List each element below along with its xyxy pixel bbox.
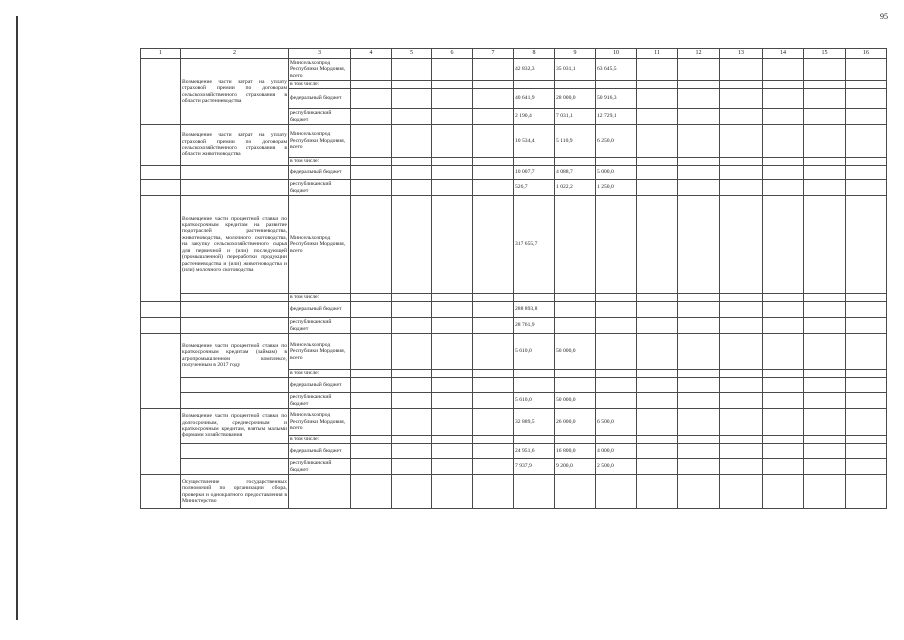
header-cell: 3 bbox=[289, 49, 351, 59]
budget-table bbox=[140, 48, 887, 509]
value-cell: 5 000,0 bbox=[596, 166, 637, 180]
value-cell: 50 000,0 bbox=[555, 334, 596, 370]
value-cell: 7 937,9 bbox=[514, 459, 555, 475]
org-label: Минсельхозпрод Республики Мордовия, всего bbox=[289, 125, 351, 158]
header-cell: 8 bbox=[514, 49, 555, 59]
empty-cell bbox=[181, 444, 289, 459]
org-label: республиканский бюджет bbox=[289, 109, 351, 125]
table-row bbox=[141, 393, 887, 409]
org-label: республиканский бюджет bbox=[289, 318, 351, 334]
empty-cell bbox=[141, 302, 181, 318]
value-cell: 5 610,0 bbox=[514, 334, 555, 370]
header-cell: 7 bbox=[473, 49, 514, 59]
empty-cell bbox=[141, 196, 181, 302]
value-cell bbox=[596, 334, 637, 370]
empty-cell bbox=[141, 318, 181, 334]
table-row bbox=[141, 59, 887, 81]
value-cell bbox=[596, 318, 637, 334]
empty-cell bbox=[181, 378, 289, 393]
org-label: Минсельхозпрод Республики Мордовия, всего bbox=[289, 334, 351, 370]
table-row bbox=[141, 125, 887, 158]
table-row bbox=[141, 294, 887, 302]
measure-description: Возмещение части процентной ставки по краткосрочным кредитам (займам) в агропромышленном комплексе, полученным в 2017 году bbox=[181, 334, 289, 378]
header-cell: 1 bbox=[141, 49, 181, 59]
empty-cell bbox=[141, 125, 181, 166]
table-row bbox=[141, 378, 887, 393]
value-cell: 288 893,8 bbox=[514, 302, 555, 318]
measure-description: Возмещение части затрат на уплату страховой премии по договорам сельскохозяйственного страхования в области растениеводства bbox=[181, 59, 289, 125]
value-cell bbox=[596, 378, 637, 393]
binding-edge bbox=[16, 16, 18, 620]
value-cell: 5 610,0 bbox=[514, 393, 555, 409]
org-label: республиканский бюджет bbox=[289, 180, 351, 196]
org-label: Минсельхозпрод Республики Мордовия, всего bbox=[289, 59, 351, 81]
value-cell: 1 250,0 bbox=[596, 180, 637, 196]
empty-cell bbox=[141, 409, 181, 475]
value-cell: 28 761,9 bbox=[514, 318, 555, 334]
value-cell: 5 110,9 bbox=[555, 125, 596, 158]
value-cell: 6 500,0 bbox=[596, 409, 637, 436]
value-cell bbox=[555, 378, 596, 393]
empty-cell bbox=[141, 180, 181, 196]
value-cell bbox=[596, 302, 637, 318]
value-cell bbox=[596, 196, 637, 294]
header-cell: 5 bbox=[392, 49, 432, 59]
header-cell: 9 bbox=[555, 49, 596, 59]
empty-cell bbox=[181, 294, 289, 302]
empty-cell bbox=[181, 459, 289, 475]
measure-description: Осуществление государственных полномочий по организации сбора, проверки и однократного предоставления в Министерство bbox=[181, 475, 289, 509]
value-cell: 4 088,7 bbox=[555, 166, 596, 180]
header-cell: 2 bbox=[181, 49, 289, 59]
header-cell: 16 bbox=[846, 49, 887, 59]
table-row bbox=[141, 459, 887, 475]
value-cell: 40 641,9 bbox=[514, 89, 555, 109]
empty-cell bbox=[181, 302, 289, 318]
org-label: республиканский бюджет bbox=[289, 459, 351, 475]
org-label: в том числе: bbox=[289, 294, 351, 302]
value-cell: 24 951,6 bbox=[514, 444, 555, 459]
org-label: в том числе: bbox=[289, 370, 351, 378]
value-cell bbox=[555, 318, 596, 334]
org-label: Минсельхозпрод Республики Мордовия, всего bbox=[289, 409, 351, 436]
value-cell: 28 000,0 bbox=[555, 89, 596, 109]
value-cell: 42 832,3 bbox=[514, 59, 555, 81]
value-cell: 50 916,3 bbox=[596, 89, 637, 109]
value-cell: 16 800,0 bbox=[555, 444, 596, 459]
value-cell: 1 022,2 bbox=[555, 180, 596, 196]
value-cell bbox=[555, 196, 596, 294]
org-label: федеральный бюджет bbox=[289, 378, 351, 393]
table-row bbox=[141, 196, 887, 294]
table-row bbox=[141, 334, 887, 370]
value-cell: 9 200,0 bbox=[555, 459, 596, 475]
org-label: в том числе: bbox=[289, 158, 351, 166]
measure-description: Возмещение части затрат на уплату страховой премии по договорам сельскохозяйственного страхования в области животноводства bbox=[181, 125, 289, 166]
org-label: в том числе: bbox=[289, 436, 351, 444]
header-cell: 10 bbox=[596, 49, 637, 59]
header-cell: 6 bbox=[432, 49, 473, 59]
empty-cell bbox=[141, 59, 181, 125]
value-cell: 12 729,1 bbox=[596, 109, 637, 125]
org-label: республиканский бюджет bbox=[289, 393, 351, 409]
org-label: федеральный бюджет bbox=[289, 444, 351, 459]
org-label: федеральный бюджет bbox=[289, 302, 351, 318]
org-label: в том числе: bbox=[289, 81, 351, 89]
value-cell: 7 031,1 bbox=[555, 109, 596, 125]
table-row bbox=[141, 318, 887, 334]
value-cell bbox=[555, 302, 596, 318]
value-cell: 2 190,4 bbox=[514, 109, 555, 125]
value-cell: 35 031,1 bbox=[555, 59, 596, 81]
value-cell bbox=[514, 378, 555, 393]
org-label: федеральный бюджет bbox=[289, 166, 351, 180]
empty-cell bbox=[141, 475, 181, 509]
empty-cell bbox=[181, 166, 289, 180]
page-number: 95 bbox=[880, 12, 888, 21]
value-cell: 63 645,5 bbox=[596, 59, 637, 81]
empty-cell bbox=[181, 393, 289, 409]
value-cell: 50 000,0 bbox=[555, 393, 596, 409]
org-label: федеральный бюджет bbox=[289, 89, 351, 109]
value-cell: 4 000,0 bbox=[596, 444, 637, 459]
value-cell: 317 655,7 bbox=[514, 196, 555, 294]
table-row bbox=[141, 302, 887, 318]
header-cell: 4 bbox=[351, 49, 392, 59]
header-row bbox=[141, 49, 887, 59]
org-label: Минсельхозпрод Республики Мордовия, всего bbox=[289, 196, 351, 294]
measure-description: Возмещение части процентной ставки по долгосрочным, среднесрочным и краткосрочным кредитам, взятым малыми формами хозяйствования bbox=[181, 409, 289, 444]
header-cell: 14 bbox=[763, 49, 804, 59]
value-cell: 32 889,5 bbox=[514, 409, 555, 436]
value-cell: 10 534,4 bbox=[514, 125, 555, 158]
value-cell: 10 007,7 bbox=[514, 166, 555, 180]
table-row bbox=[141, 166, 887, 180]
header-cell: 15 bbox=[804, 49, 846, 59]
header-cell: 12 bbox=[678, 49, 720, 59]
empty-cell bbox=[181, 180, 289, 196]
value-cell: 26 000,0 bbox=[555, 409, 596, 436]
table-row bbox=[141, 475, 887, 509]
table-row bbox=[141, 444, 887, 459]
empty-cell bbox=[141, 334, 181, 409]
table-row bbox=[141, 409, 887, 436]
empty-cell bbox=[181, 318, 289, 334]
table-row bbox=[141, 180, 887, 196]
header-cell: 11 bbox=[637, 49, 678, 59]
value-cell: 526,7 bbox=[514, 180, 555, 196]
empty-cell bbox=[141, 166, 181, 180]
value-cell bbox=[596, 393, 637, 409]
measure-description: Возмещение части процентной ставки по краткосрочным кредитам на развитие подотраслей растениеводства, животноводства, молочного скотоводства, на закупку сельскохозяйственного сырья для первичной и (или) последующей (промышленной) переработки продукции растениеводства и (или) животноводства и (или) молочного скотоводства bbox=[181, 196, 289, 294]
header-cell: 13 bbox=[720, 49, 763, 59]
value-cell: 2 500,0 bbox=[596, 459, 637, 475]
value-cell: 6 250,0 bbox=[596, 125, 637, 158]
